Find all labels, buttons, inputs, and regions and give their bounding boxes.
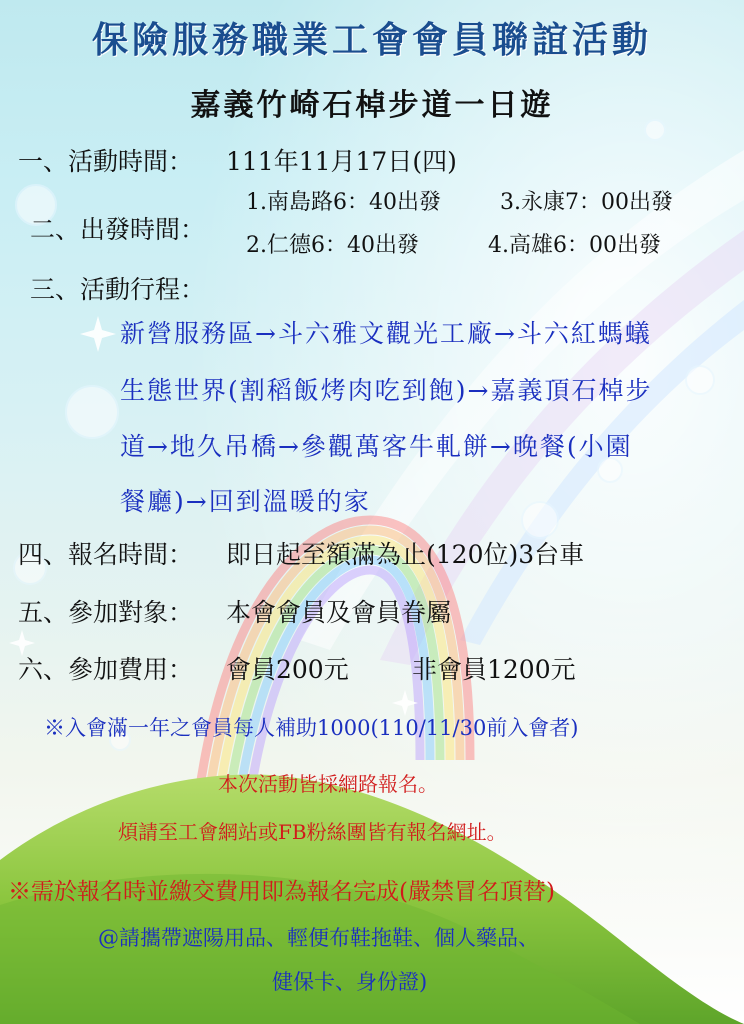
fee-non-member: 非會員1200元 [412,655,576,684]
itinerary-line: 新營服務區→斗六雅文觀光工廠→斗六紅螞蟻 [120,319,652,348]
activity-time-value: 111年11月17日(四) [226,147,457,176]
participants-label: 五、參加對象： [18,598,194,627]
itinerary-line: 道→地久吊橋→參觀萬客牛軋餅→晚餐(小園 [120,432,633,461]
participants-value: 本會會員及會員眷屬 [226,598,452,627]
itinerary-label: 三、活動行程： [30,275,206,304]
registration-value: 即日起至額滿為止(120位)3台車 [226,540,585,569]
fee-member: 會員200元 [226,655,349,684]
online-registration-note: 本次活動皆採網路報名。 [218,772,438,796]
poster-subtitle: 嘉義竹崎石棹步道一日遊 [190,88,554,123]
departure-item: 4.高雄6：00出發 [488,233,661,258]
website-note: 煩請至工會網站或FB粉絲團皆有報名網址。 [118,820,507,844]
departure-item: 3.永康7：00出發 [500,190,673,215]
registration-label: 四、報名時間： [18,540,194,569]
itinerary-line: 餐廳)→回到溫暖的家 [120,487,371,516]
poster-title: 保險服務職業工會會員聯誼活動 [91,19,652,61]
bring-items-note-cont: 健保卡、身份證) [272,970,428,994]
fee-label: 六、參加費用： [18,655,194,684]
departure-label: 二、出發時間： [30,215,206,244]
departure-item: 2.仁德6：40出發 [246,233,419,258]
activity-time-label: 一、活動時間： [18,147,194,176]
bring-items-note: @請攜帶遮陽用品、輕便布鞋拖鞋、個人藥品、 [98,926,539,950]
itinerary-line: 生態世界(割稻飯烤肉吃到飽)→嘉義頂石棹步 [120,376,653,405]
departure-item: 1.南島路6：40出發 [246,190,441,215]
payment-note: ※需於報名時並繳交費用即為報名完成(嚴禁冒名頂替) [8,879,555,905]
subsidy-note: ※入會滿一年之會員每人補助1000(110/11/30前入會者) [44,716,579,740]
